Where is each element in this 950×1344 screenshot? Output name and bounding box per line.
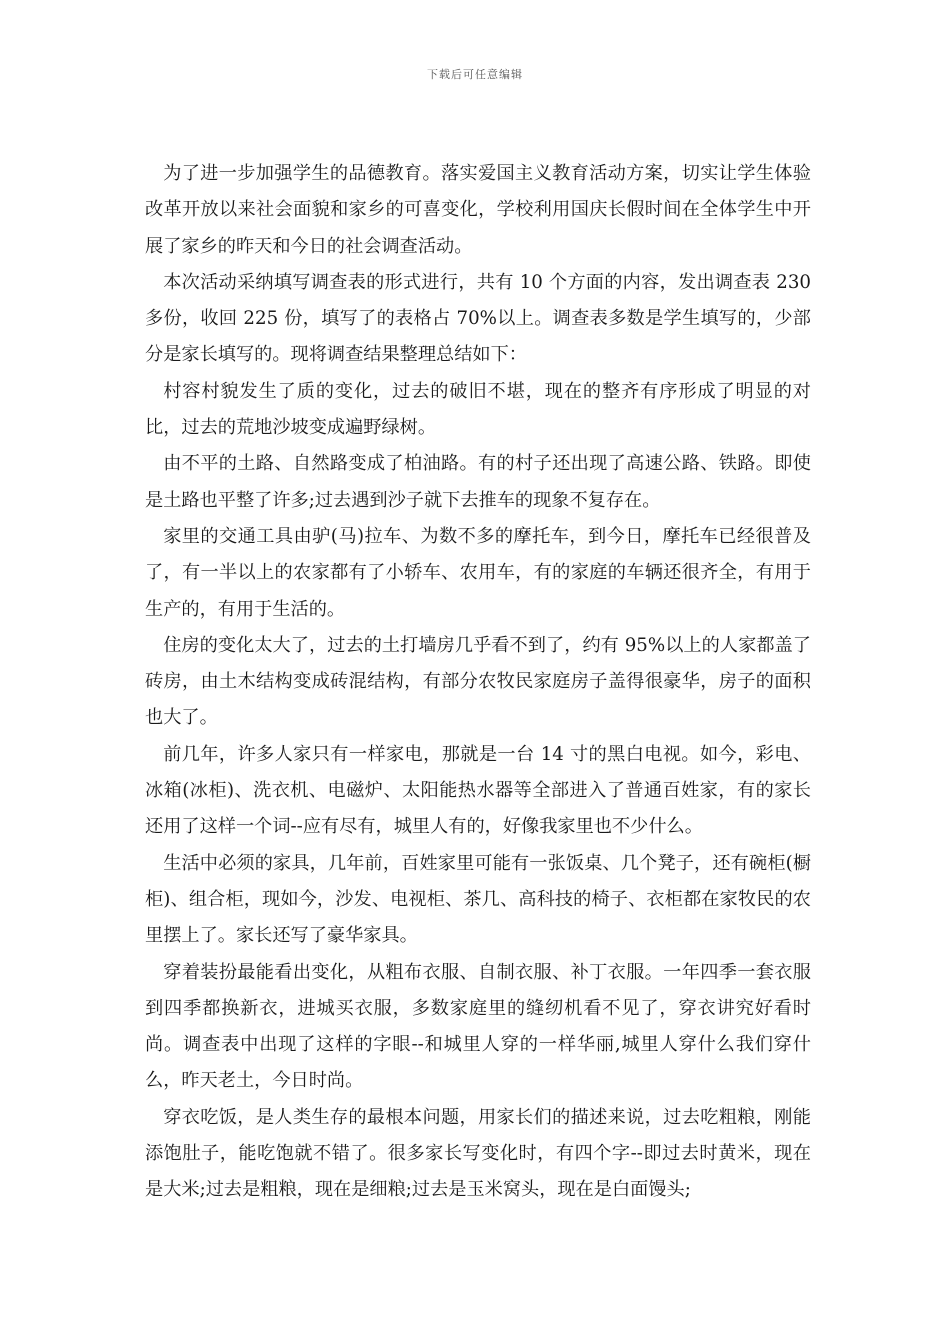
paragraph: 穿着装扮最能看出变化，从粗布衣服、自制衣服、补丁衣服。一年四季一套衣服到四季都换新衣，进城买衣服，多数家庭里的缝纫机看不见了，穿衣讲究好看时尚。调查表中出现了这样的字眼--和城里人穿的一样华丽,城里人穿什么我们穿什么，昨天老土，今日时尚。	[145, 961, 811, 1092]
paragraph: 由不平的土路、自然路变成了柏油路。有的村子还出现了高速公路、铁路。即使是土路也平整了许多;过去遇到沙子就下去推车的现象不复存在。	[145, 453, 811, 511]
paragraph: 穿衣吃饭，是人类生存的最根本问题，用家长们的描述来说，过去吃粗粮，刚能添饱肚子，能吃饱就不错了。很多家长写变化时，有四个字--即过去时黄米，现在是大米;过去是粗粮，现在是细粮;过去是玉米窝头，现在是白面馒头;	[145, 1106, 811, 1201]
paragraph: 村容村貌发生了质的变化，过去的破旧不堪，现在的整齐有序形成了明显的对比，过去的荒地沙坡变成遍野绿树。	[145, 380, 811, 439]
paragraph: 住房的变化太大了，过去的土打墙房几乎看不到了，约有 95%以上的人家都盖了砖房，由土木结构变成砖混结构，有部分农牧民家庭房子盖得很豪华，房子的面积也大了。	[145, 634, 811, 729]
paragraph: 为了进一步加强学生的品德教育。落实爱国主义教育活动方案，切实让学生体验改革开放以来社会面貌和家乡的可喜变化，学校利用国庆长假时间在全体学生中开展了家乡的昨天和今日的社会调查活动。	[145, 163, 811, 257]
document-body	[145, 156, 811, 1209]
paragraph: 本次活动采纳填写调查表的形式进行，共有 10 个方面的内容，发出调查表 230 多份，收回 225 份，填写了的表格占 70%以上。调查表多数是学生填写的，少部分是家长填写的。现将调查结果整理总结如下：	[145, 271, 811, 366]
paragraph: 前几年，许多人家只有一样家电，那就是一台 14 寸的黑白电视。如今，彩电、冰箱(冰柜)、洗衣机、电磁炉、太阳能热水器等全部进入了普通百姓家，有的家长还用了这样一个词--应有尽有，城里人有的，好像我家里也不少什么。	[145, 743, 811, 838]
paragraph: 家里的交通工具由驴(马)拉车、为数不多的摩托车，到今日，摩托车已经很普及了，有一半以上的农家都有了小轿车、农用车，有的家庭的车辆还很齐全，有用于生产的，有用于生活的。	[145, 525, 811, 620]
paragraph: 生活中必须的家具，几年前，百姓家里可能有一张饭桌、几个凳子，还有碗柜(橱柜)、组合柜，现如今，沙发、电视柜、茶几、高科技的椅子、衣柜都在家牧民的农里摆上了。家长还写了豪华家具。	[145, 852, 811, 947]
page-header-note: 下载后可任意编辑	[427, 68, 523, 81]
